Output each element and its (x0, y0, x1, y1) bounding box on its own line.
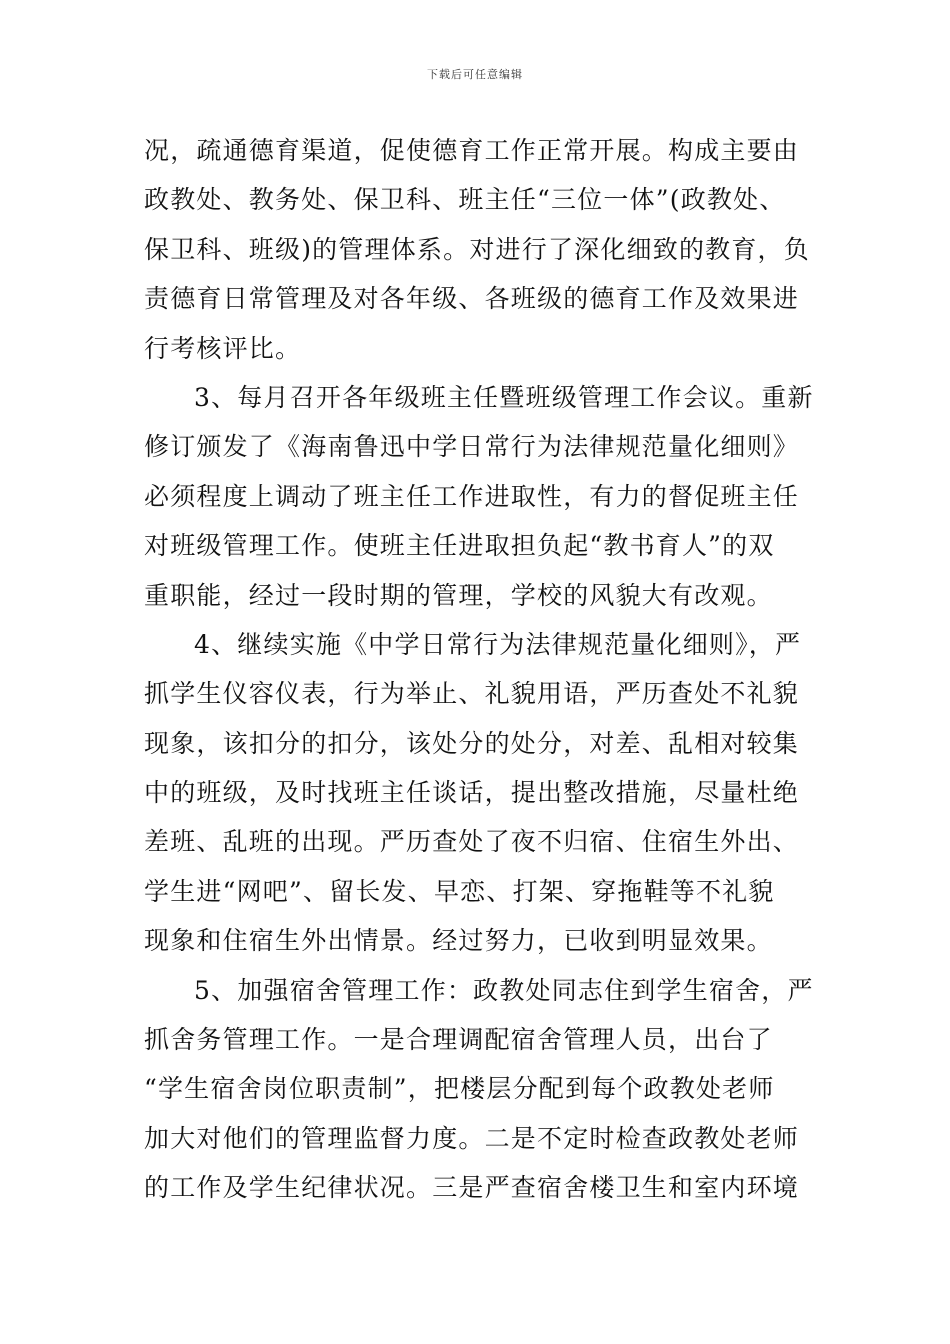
paragraph-line: 的工作及学生纪律状况。三是严查宿舍楼卫生和室内环境 (144, 1173, 800, 1203)
document-body (144, 126, 814, 1213)
paragraph-line: 学生进“网吧”、留长发、早恋、打架、穿拖鞋等不礼貌 (144, 876, 775, 906)
paragraph-line: 现象和住宿生外出情景。经过努力，已收到明显效果。 (144, 926, 773, 956)
paragraph-line: 抓学生仪容仪表，行为举止、礼貌用语，严历查处不礼貌 (144, 679, 800, 709)
page-header-note: 下载后可任意编辑 (427, 68, 523, 81)
paragraph-line: 抓舍务管理工作。一是合理调配宿舍管理人员，出台了 (144, 1025, 773, 1055)
paragraph-line: 政教处、教务处、保卫科、班主任“三位一体”(政教处、 (144, 185, 786, 215)
paragraph-line: 对班级管理工作。使班主任进取担负起“教书育人”的双 (144, 531, 775, 561)
paragraph-line: 差班、乱班的出现。严历查处了夜不归宿、住宿生外出、 (144, 827, 800, 857)
paragraph-line: 责德育日常管理及对各年级、各班级的德育工作及效果进 (144, 284, 800, 314)
paragraph-line: “学生宿舍岗位职责制”，把楼层分配到每个政教处老师 (144, 1074, 775, 1104)
paragraph-line: 行考核评比。 (144, 333, 302, 363)
paragraph-line: 必须程度上调动了班主任工作进取性，有力的督促班主任 (144, 481, 800, 511)
paragraph-line: 3、每月召开各年级班主任暨班级管理工作会议。重新 (194, 382, 814, 412)
paragraph-line: 重职能，经过一段时期的管理，学校的风貌大有改观。 (144, 580, 773, 610)
paragraph-line: 4、继续实施《中学日常行为法律规范量化细则》，严 (194, 629, 802, 659)
paragraph-line: 修订颁发了《海南鲁迅中学日常行为法律规范量化细则》 (144, 432, 800, 462)
paragraph-line: 现象，该扣分的扣分，该处分的处分，对差、乱相对较集 (144, 728, 800, 758)
paragraph-line: 加大对他们的管理监督力度。二是不定时检查政教处老师 (144, 1123, 800, 1153)
paragraph-line: 中的班级，及时找班主任谈话，提出整改措施，尽量杜绝 (144, 778, 800, 808)
paragraph-line: 5、加强宿舍管理工作：政教处同志住到学生宿舍，严 (194, 975, 814, 1005)
paragraph-line: 保卫科、班级)的管理体系。对进行了深化细致的教育，负 (144, 234, 810, 264)
paragraph-line: 况，疏通德育渠道，促使德育工作正常开展。构成主要由 (144, 136, 800, 165)
